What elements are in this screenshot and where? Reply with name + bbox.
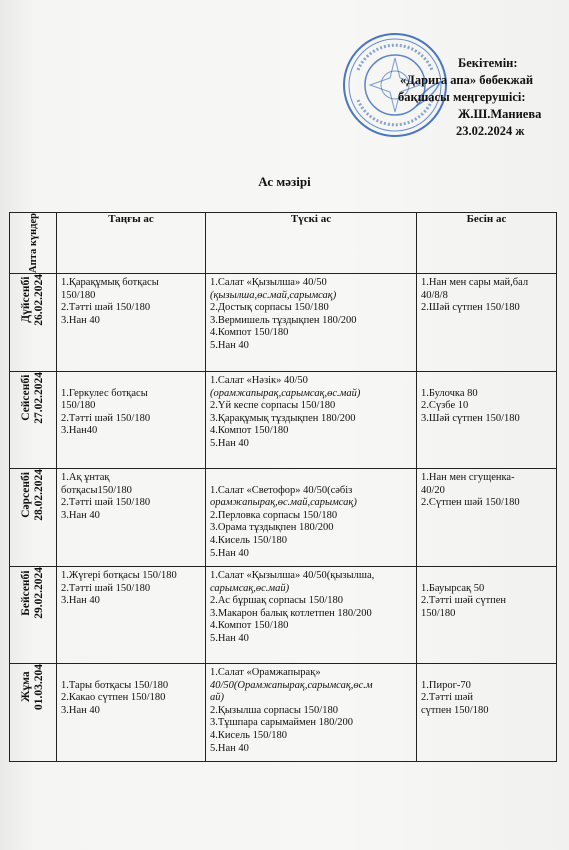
- breakfast-line: 2.Тәтті шәй 150/180: [61, 412, 151, 424]
- day-cell: [10, 371, 57, 468]
- header-lunch: Түскі ас: [206, 213, 417, 274]
- snack-line: [421, 570, 552, 583]
- lunch-line: 1.Салат «Орамжапырақ»: [210, 666, 321, 678]
- day-date: 29.02.2024: [33, 566, 45, 619]
- breakfast-line: 1.Геркулес ботқасы: [61, 387, 148, 399]
- snack-line: 1.Нан мен сгущенка-: [421, 471, 515, 483]
- lunch-line: 1.Салат «Қызылша» 40/50(қызылша,: [210, 569, 375, 581]
- breakfast-line: 3.Нан 40: [61, 509, 100, 521]
- breakfast-line: ботқасы150/180: [61, 484, 132, 496]
- breakfast-line: 1.Қарақұмық ботқасы: [61, 276, 159, 288]
- lunch-line: (орамжапырақ,сарымсақ,өс.май): [210, 387, 361, 399]
- breakfast-line: 2.Тәтті шәй 150/180: [61, 497, 151, 509]
- snack-line: 1.Бауырсақ 50: [421, 582, 485, 594]
- lunch-line: 4.Компот 150/180: [210, 327, 289, 339]
- lunch-line: 3.Вермишель тұздықпен 180/200: [210, 314, 357, 326]
- day-cell: [10, 273, 57, 371]
- header-snack: Бесін ас: [417, 213, 557, 274]
- day-name: Дүйсенбі: [20, 276, 32, 323]
- lunch-line: 4.Кисель 150/180: [210, 534, 288, 546]
- snack-line: 3.Шәй сүтпен 150/180: [421, 412, 520, 424]
- breakfast-cell: [57, 273, 206, 371]
- lunch-line: 1.Салат «Нәзік» 40/50: [210, 374, 308, 386]
- lunch-line: 2.Ас бұршақ сорпасы 150/180: [210, 595, 343, 607]
- lunch-line: 3.Макарон балық котлетпен 180/200: [210, 607, 372, 619]
- lunch-line: 5.Нан 40: [210, 437, 249, 449]
- breakfast-line: [61, 375, 201, 388]
- snack-line: 2.Шәй сүтпен 150/180: [421, 302, 520, 314]
- lunch-line: 5.Нан 40: [210, 339, 249, 351]
- header-row: [10, 213, 557, 274]
- breakfast-cell: [57, 566, 206, 663]
- snack-line: 1.Булочка 80: [421, 387, 478, 399]
- menu-row: [10, 566, 557, 663]
- breakfast-line: 3.Нан 40: [61, 314, 100, 326]
- breakfast-line: 3.Нан 40: [61, 704, 100, 716]
- approval-block: [398, 55, 563, 140]
- snack-line: 2.Сүтпен шәй 150/180: [421, 497, 520, 509]
- lunch-line: (қызылша,өс.май,сарымсақ): [210, 289, 337, 301]
- breakfast-cell: [57, 663, 206, 761]
- lunch-line: сарымсақ,өс.май): [210, 582, 290, 594]
- menu-row: [10, 273, 557, 371]
- snack-cell: [417, 566, 557, 663]
- lunch-line: ай): [210, 692, 224, 704]
- day-date: 28.02.2024: [33, 468, 45, 521]
- lunch-line: 5.Нан 40: [210, 547, 249, 559]
- breakfast-line: [61, 667, 201, 680]
- snack-cell: [417, 468, 557, 566]
- lunch-line: 3.Тұшпара сарымаймен 180/200: [210, 717, 354, 729]
- lunch-line: 3.Орама тұздықпен 180/200: [210, 522, 334, 534]
- day-cell: [10, 663, 57, 761]
- lunch-cell: [206, 468, 417, 566]
- snack-line: [421, 375, 552, 388]
- snack-line: сүтпен 150/180: [421, 704, 489, 716]
- page-title: Ас мәзірі: [258, 174, 311, 189]
- approval-name: Ж.Ш.Маниева: [458, 107, 542, 121]
- lunch-line: 2.Перловка сорпасы 150/180: [210, 509, 338, 521]
- lunch-line: 3.Қарақұмық тұздықпен 180/200: [210, 412, 356, 424]
- day-name: Сәрсенбі: [20, 471, 32, 518]
- lunch-line: 1.Салат «Қызылша» 40/50: [210, 276, 327, 288]
- day-name: Жұма: [20, 671, 32, 703]
- breakfast-line: 2.Тәтті шәй 150/180: [61, 582, 151, 594]
- approval-label: Бекітемін:: [458, 56, 518, 70]
- lunch-line: 2.Қызылша сорпасы 150/180: [210, 704, 338, 716]
- snack-line: 40/20: [421, 484, 445, 496]
- lunch-line: 1.Салат «Светофор» 40/50(сәбіз: [210, 484, 353, 496]
- lunch-line: [210, 472, 412, 485]
- breakfast-cell: [57, 371, 206, 468]
- day-cell: [10, 468, 57, 566]
- snack-line: 40/8/8: [421, 289, 448, 301]
- lunch-cell: [206, 273, 417, 371]
- snack-cell: [417, 371, 557, 468]
- lunch-line: 4.Компот 150/180: [210, 620, 289, 632]
- breakfast-line: 3.Нан 40: [61, 595, 100, 607]
- lunch-line: 5.Нан 40: [210, 742, 249, 754]
- lunch-line: 2.Үй кеспе сорпасы 150/180: [210, 400, 336, 412]
- lunch-cell: [206, 566, 417, 663]
- snack-line: 1.Нан мен сары май,бал: [421, 276, 529, 288]
- snack-line: 2.Тәтті шәй сүтпен: [421, 595, 507, 607]
- snack-cell: [417, 273, 557, 371]
- menu-row: [10, 468, 557, 566]
- menu-row: [10, 663, 557, 761]
- snack-line: 1.Пирог-70: [421, 679, 471, 691]
- menu-table: [9, 212, 557, 762]
- breakfast-line: 150/180: [61, 400, 96, 412]
- day-date: 26.02.2024: [33, 273, 45, 326]
- snack-line: 2.Тәтті шәй: [421, 692, 474, 704]
- snack-line: 2.Сүзбе 10: [421, 400, 469, 412]
- day-name: Сейсенбі: [20, 374, 32, 421]
- lunch-cell: [206, 663, 417, 761]
- header-days: Апта күндер: [10, 213, 57, 274]
- approval-position: бақшасы меңгерушісі:: [398, 90, 526, 104]
- breakfast-line: 3.Нан40: [61, 425, 98, 437]
- lunch-line: 4.Компот 150/180: [210, 425, 289, 437]
- breakfast-line: 2.Тәтті шәй 150/180: [61, 302, 151, 314]
- lunch-line: орамжапырақ,өс.май,сарымсақ): [210, 497, 357, 509]
- approval-date: 23.02.2024 ж: [456, 124, 525, 138]
- lunch-line: 4.Кисель 150/180: [210, 729, 288, 741]
- approval-kindergarten: «Дарига апа» бөбекжай: [400, 73, 534, 87]
- day-date: 01.03.204: [33, 663, 45, 710]
- lunch-line: 5.Нан 40: [210, 632, 249, 644]
- breakfast-cell: [57, 468, 206, 566]
- snack-line: 150/180: [421, 607, 456, 619]
- day-date: 27.02.2024: [33, 371, 45, 424]
- breakfast-line: 150/180: [61, 289, 96, 301]
- lunch-line: 2.Достық сорпасы 150/180: [210, 302, 329, 314]
- breakfast-line: 1.Ақ ұнтақ: [61, 471, 110, 483]
- lunch-cell: [206, 371, 417, 468]
- day-name: Бейсенбі: [20, 570, 32, 616]
- menu-row: [10, 371, 557, 468]
- lunch-line: 40/50(Орамжапырақ,сарымсақ,өс.м: [210, 679, 373, 691]
- snack-line: [421, 667, 552, 680]
- header-breakfast: Таңғы ас: [57, 213, 206, 274]
- breakfast-line: 2.Какао сүтпен 150/180: [61, 692, 166, 704]
- breakfast-line: 1.Жүгері ботқасы 150/180: [61, 569, 177, 581]
- day-cell: [10, 566, 57, 663]
- snack-cell: [417, 663, 557, 761]
- breakfast-line: 1.Тары ботқасы 150/180: [61, 679, 169, 691]
